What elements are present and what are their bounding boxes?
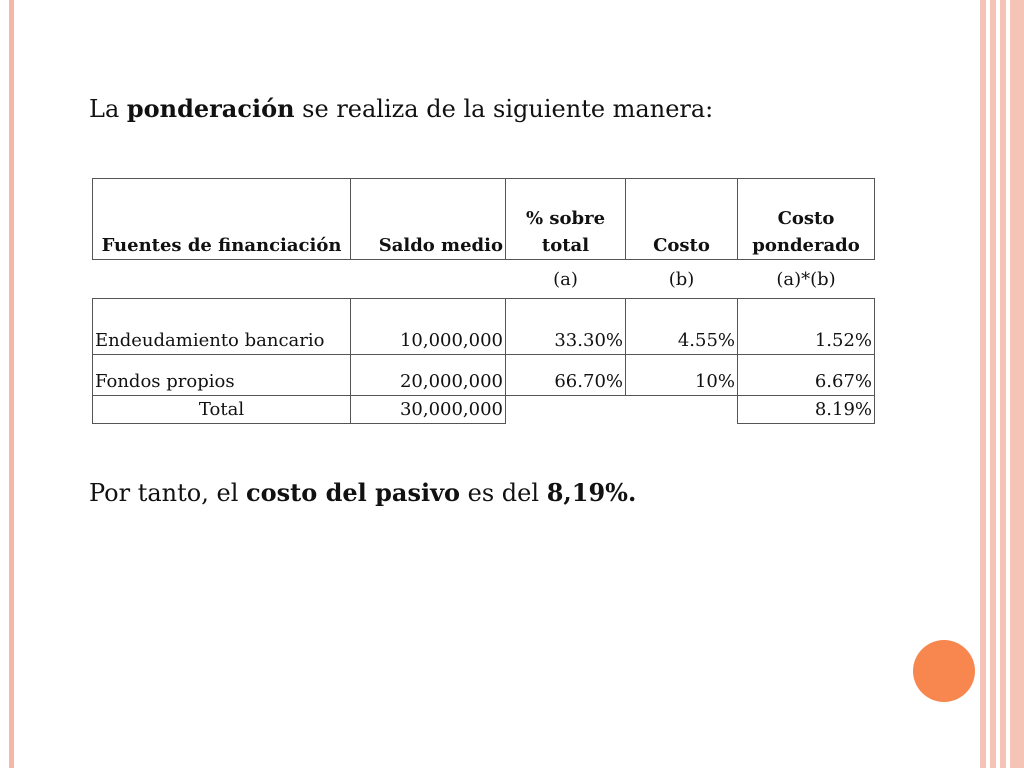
row-ponderado: 6.67% xyxy=(738,355,875,396)
header-costo: Costo xyxy=(626,179,738,260)
slide-heading xyxy=(89,94,713,123)
total-label: Total xyxy=(93,396,351,424)
conclusion-middle: es del xyxy=(460,479,547,507)
row-fuente: Endeudamiento bancario xyxy=(93,299,351,355)
sublabel-b: (b) xyxy=(668,268,695,290)
total-ponderado: 8.19% xyxy=(738,396,875,424)
accent-circle xyxy=(913,640,975,702)
sublabel-a: (a) xyxy=(553,268,578,290)
right-border-stripes xyxy=(980,0,1024,768)
row-saldo: 10,000,000 xyxy=(351,299,506,355)
total-saldo: 30,000,000 xyxy=(351,396,506,424)
table-header-row xyxy=(93,179,875,260)
table-sublabel-row xyxy=(93,260,875,299)
header-fuentes: Fuentes de financiación xyxy=(93,179,351,260)
conclusion-text xyxy=(89,478,636,507)
table-total-row xyxy=(93,396,875,424)
heading-prefix: La xyxy=(89,95,127,123)
conclusion-bold-value: 8,19%. xyxy=(546,478,637,507)
row-fuente: Fondos propios xyxy=(93,355,351,396)
row-costo: 10% xyxy=(626,355,738,396)
conclusion-bold-liability: costo del pasivo xyxy=(246,478,461,507)
row-porcentaje: 66.70% xyxy=(506,355,626,396)
row-costo: 4.55% xyxy=(626,299,738,355)
heading-bold: ponderación xyxy=(126,94,295,123)
row-porcentaje: 33.30% xyxy=(506,299,626,355)
table-row xyxy=(93,355,875,396)
conclusion-prefix: Por tanto, el xyxy=(89,479,246,507)
row-ponderado: 1.52% xyxy=(738,299,875,355)
sublabel-ab: (a)*(b) xyxy=(776,268,836,290)
row-saldo: 20,000,000 xyxy=(351,355,506,396)
financing-table xyxy=(92,178,875,424)
table-row xyxy=(93,299,875,355)
header-ponderado: Costo ponderado xyxy=(738,179,875,260)
header-porcentaje: % sobre total xyxy=(506,179,626,260)
left-border-stripe xyxy=(9,0,14,768)
header-saldo: Saldo medio xyxy=(351,179,506,260)
heading-suffix: se realiza de la siguiente manera: xyxy=(294,95,714,123)
